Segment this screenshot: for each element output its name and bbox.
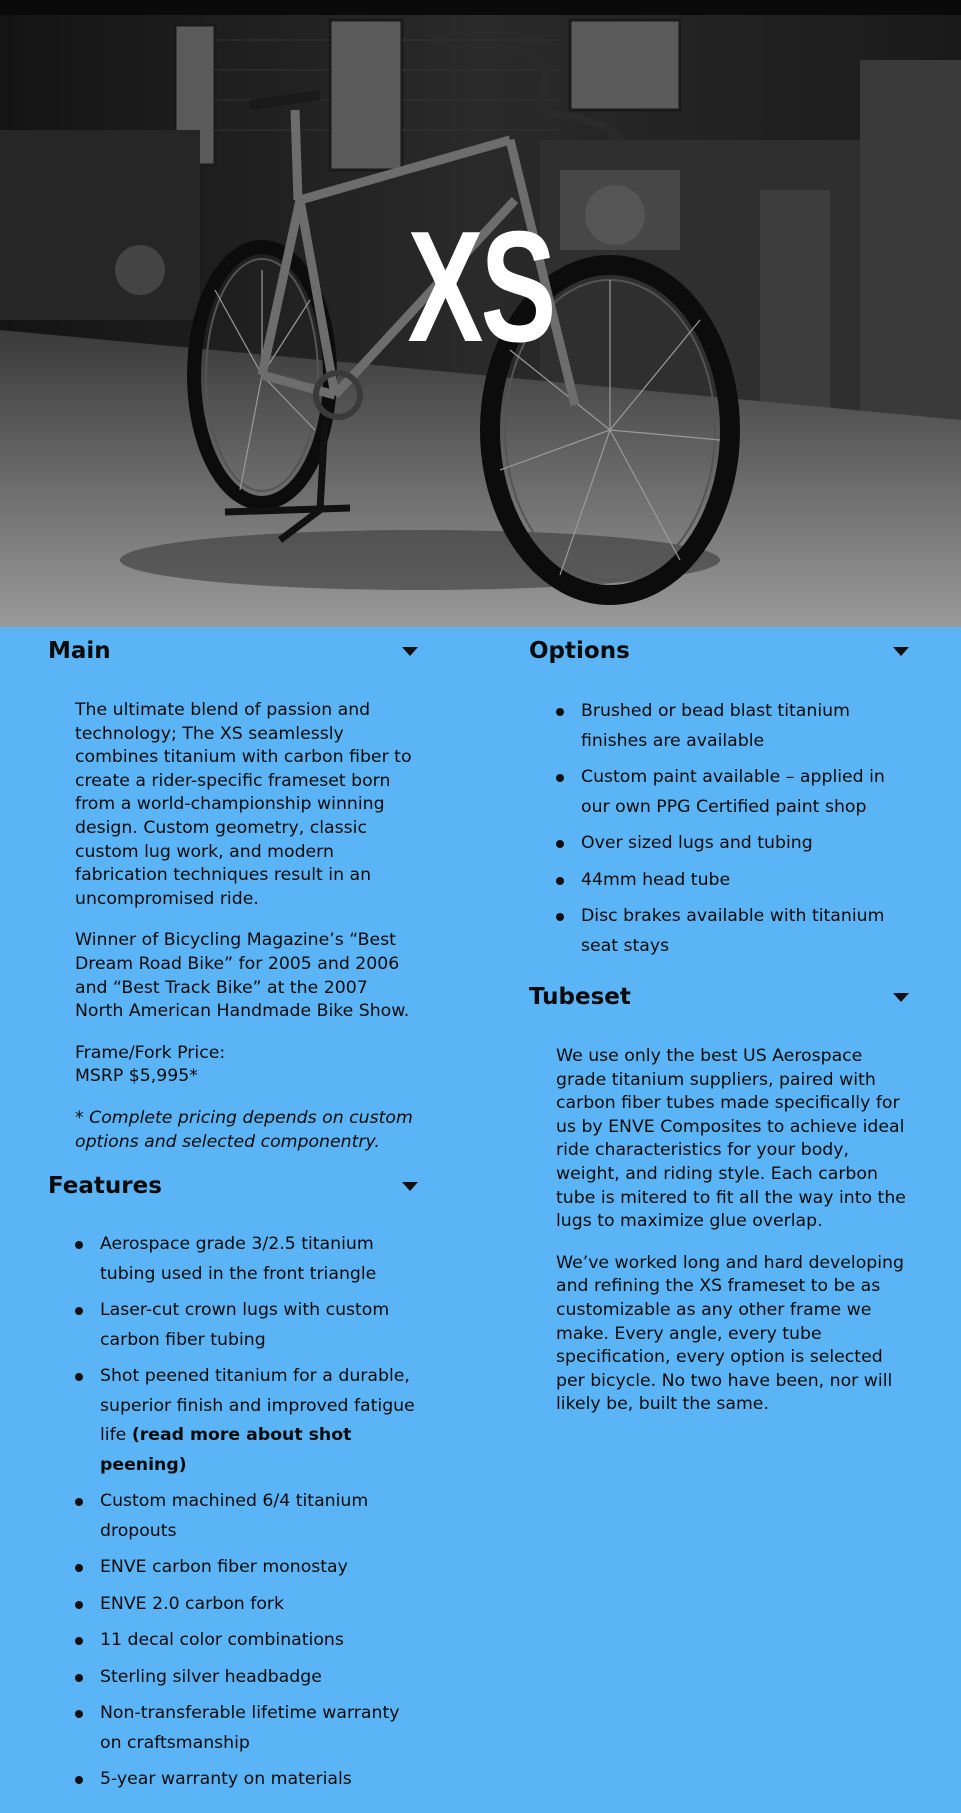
tubeset-paragraph: We’ve worked long and hard developing and refining the XS frameset to be as customizable as any other frame we make. Every angle, every tube specification, every option is selected per bicycle. No two have been, nor will likely be, built the same. [556, 1252, 904, 1415]
list-item [75, 1362, 418, 1480]
features-list [75, 1230, 418, 1795]
pricing-note [75, 1107, 418, 1154]
main-section [48, 627, 418, 1154]
features-section [48, 1162, 418, 1795]
features-heading: Features [48, 1173, 162, 1200]
main-accordion-toggle[interactable] [48, 627, 418, 677]
list-item: ENVE carbon fiber monostay [75, 1553, 418, 1583]
price-block [75, 1042, 418, 1089]
tubeset-heading: Tubeset [529, 984, 631, 1010]
tubeset-accordion-toggle[interactable] [529, 973, 909, 1023]
features-body [48, 1212, 418, 1795]
hero-banner [0, 0, 961, 627]
chevron-down-icon[interactable] [893, 647, 909, 656]
list-item: Non-transferable lifetime warranty on craftsmanship [75, 1699, 418, 1758]
options-section [529, 627, 909, 961]
main-paragraph: Winner of Bicycling Magazine’s “Best Dream Road Bike” for 2005 and 2006 and “Best Track Bike” at the 2007 North American Handmade Bike Show. [75, 930, 410, 1022]
price-value: MSRP $5,995* [75, 1066, 198, 1087]
right-column [529, 627, 909, 1435]
list-item-text: Shot peened titanium for a durable, superior finish and improved fatigue life [100, 1366, 415, 1446]
tubeset-body [529, 1023, 909, 1417]
pricing-note-text: Complete pricing depends on custom options and selected componentry. [75, 1107, 413, 1152]
list-item: 44mm head tube [556, 866, 909, 896]
options-accordion-toggle[interactable] [529, 627, 909, 677]
list-item: Custom machined 6/4 titanium dropouts [75, 1487, 418, 1546]
chevron-down-icon[interactable] [893, 993, 909, 1002]
options-heading: Options [529, 638, 630, 664]
content-area [0, 627, 961, 1813]
list-item: Laser-cut crown lugs with custom carbon fiber tubing [75, 1296, 418, 1355]
tubeset-paragraph: We use only the best US Aerospace grade titanium suppliers, paired with carbon fiber tubes made specifically for us by ENVE Composites to achieve ideal ride characteristics for your body, weight, and riding style. Each carbon tube is mitered to fit all the way into the lugs to maximize glue overlap. [556, 1046, 906, 1232]
left-column [48, 627, 418, 1802]
chevron-down-icon[interactable] [402, 1182, 418, 1191]
list-item: Brushed or bead blast titanium finishes are available [556, 697, 909, 756]
list-item: Disc brakes available with titanium seat stays [556, 902, 909, 961]
shot-peening-link[interactable]: (read more about shot peening) [100, 1425, 352, 1475]
list-item: Over sized lugs and tubing [556, 829, 909, 859]
options-body [529, 677, 909, 961]
price-label: Frame/Fork Price: [75, 1042, 226, 1063]
chevron-down-icon[interactable] [402, 647, 418, 656]
options-list [556, 697, 909, 961]
main-paragraph: The ultimate blend of passion and technology; The XS seamlessly combines titanium with carbon fiber to create a rider-specific frameset born from a world-championship winning design. Custom geometry, classic custom lug work, and modern fabrication techniques result in an uncompromised ride. [75, 700, 412, 909]
hero-title: XS [407, 199, 554, 375]
features-accordion-toggle[interactable] [48, 1162, 418, 1212]
main-body [48, 677, 418, 1154]
list-item: Aerospace grade 3/2.5 titanium tubing used in the front triangle [75, 1230, 418, 1289]
list-item: Sterling silver headbadge [75, 1663, 418, 1693]
pricing-note-star: * [75, 1107, 90, 1128]
list-item: ENVE 2.0 carbon fork [75, 1590, 418, 1620]
list-item: 11 decal color combinations [75, 1626, 418, 1656]
list-item: 5-year warranty on materials [75, 1765, 418, 1795]
main-heading: Main [48, 638, 111, 664]
tubeset-section [529, 973, 909, 1417]
list-item: Custom paint available – applied in our own PPG Certified paint shop [556, 763, 909, 822]
